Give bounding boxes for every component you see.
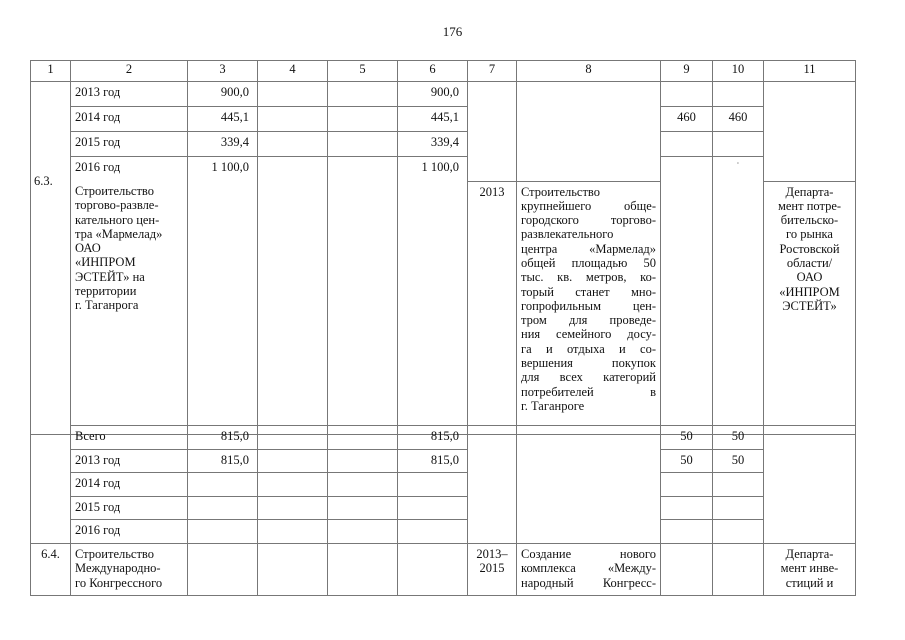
description-line: тром для проведе- xyxy=(521,313,656,328)
description-line: потребителей в xyxy=(521,384,656,399)
item-name-line: г. Таганрога xyxy=(75,298,139,313)
responsible-line: бительско- xyxy=(780,213,839,228)
empty-cell xyxy=(328,449,398,473)
empty-cell xyxy=(328,520,398,544)
table-row xyxy=(31,496,856,520)
header-cell: 6 xyxy=(398,61,468,82)
item-name-line: кательного цен- xyxy=(75,212,160,227)
empty-cell xyxy=(258,107,328,132)
stray-mark: · xyxy=(736,159,740,168)
indicator-9 xyxy=(661,496,713,520)
table-row xyxy=(31,157,856,182)
header-cell: 11 xyxy=(764,61,856,82)
indicator-10 xyxy=(713,473,764,497)
amount-total: 445,1 xyxy=(188,107,258,132)
empty-cell xyxy=(258,426,328,450)
responsible-line: Департа- xyxy=(785,546,834,561)
description-line: Строительство xyxy=(521,184,601,199)
indicator-10 xyxy=(713,520,764,544)
amount-total: 815,0 xyxy=(188,426,258,450)
indicator-10 xyxy=(713,132,764,157)
amount-local: 339,4 xyxy=(398,132,468,157)
item-years xyxy=(468,543,517,595)
description-line: Создание нового xyxy=(521,546,656,561)
empty-cell xyxy=(328,543,398,595)
amount-local: 445,1 xyxy=(398,107,468,132)
amount-total xyxy=(188,496,258,520)
empty-cell xyxy=(328,82,398,107)
responsible-line: ОАО xyxy=(796,270,823,285)
empty-cell xyxy=(258,181,328,434)
amount-total: 900,0 xyxy=(188,82,258,107)
amount-total: 815,0 xyxy=(188,449,258,473)
number-cell-6-2 xyxy=(31,82,71,435)
indicator-9: 460 xyxy=(661,107,713,132)
indicator-9: 50 xyxy=(661,449,713,473)
amount-total xyxy=(188,473,258,497)
empty-cell xyxy=(258,520,328,544)
year-label: 2016 год xyxy=(71,157,188,182)
item-responsible xyxy=(764,181,856,434)
header-row xyxy=(31,61,856,82)
indicator-10: 50 xyxy=(713,426,764,450)
empty-cell xyxy=(661,543,713,595)
item-name-line: ЭСТЕЙТ» на xyxy=(75,269,145,284)
program-table-lower xyxy=(30,425,856,596)
header-cell: 5 xyxy=(328,61,398,82)
description-line: торый станет мно- xyxy=(521,284,656,299)
item-name-line: тра «Мармелад» xyxy=(75,226,163,241)
item-name-line: Международно- xyxy=(75,561,161,576)
empty-cell xyxy=(258,157,328,182)
empty-cell xyxy=(188,543,258,595)
table-row xyxy=(31,107,856,132)
year-label: 2013 год xyxy=(71,449,188,473)
indicator-9 xyxy=(661,473,713,497)
responsible-line: стиций и xyxy=(785,575,834,590)
header-cell: 1 xyxy=(31,61,71,82)
amount-total: 339,4 xyxy=(188,132,258,157)
empty-cell xyxy=(258,496,328,520)
empty-cell xyxy=(517,426,661,544)
years-line: 2015 xyxy=(479,561,505,576)
empty-cell xyxy=(258,449,328,473)
page-number: 176 xyxy=(442,24,463,39)
header-cell: 10 xyxy=(713,61,764,82)
item-name-line: «ИНПРОМ xyxy=(75,255,136,270)
empty-cell xyxy=(328,157,398,182)
description-line: гопрофильным цен- xyxy=(521,298,656,313)
indicator-10: 50 xyxy=(713,449,764,473)
description-line: для всех категорий xyxy=(521,370,656,385)
year-label: 2016 год xyxy=(71,520,188,544)
header-cell: 7 xyxy=(468,61,517,82)
description-line: общей площадью 50 xyxy=(521,255,656,270)
empty-cell xyxy=(764,82,856,182)
description-line: городского торгово- xyxy=(521,213,656,228)
empty-cell xyxy=(468,82,517,182)
item-name-line: Строительство xyxy=(75,184,155,198)
responsible-line: Ростовской xyxy=(779,241,840,256)
empty-cell xyxy=(661,157,713,435)
indicator-9: 50 xyxy=(661,426,713,450)
item-name-line: ОАО xyxy=(75,241,101,256)
empty-cell xyxy=(258,132,328,157)
empty-cell xyxy=(328,426,398,450)
item-name xyxy=(71,181,188,434)
indicator-10 xyxy=(713,82,764,107)
empty-cell xyxy=(258,473,328,497)
table-row xyxy=(31,473,856,497)
empty-cell xyxy=(713,157,764,435)
year-label: 2014 год xyxy=(71,107,188,132)
item-number-6-3: 6.3. xyxy=(34,174,53,188)
description-line: комплекса «Между- xyxy=(521,561,656,576)
description-line: га и отдыха и со- xyxy=(521,341,656,356)
description-line: тыс. кв. метров, ко- xyxy=(521,270,656,285)
table-row xyxy=(31,132,856,157)
responsible-line: Департа- xyxy=(785,184,834,199)
header-cell: 9 xyxy=(661,61,713,82)
empty-cell xyxy=(398,543,468,595)
year-label: 2013 год xyxy=(71,82,188,107)
years-line: 2013– xyxy=(476,546,508,561)
empty-cell xyxy=(328,107,398,132)
total-label: Всего xyxy=(71,426,188,450)
indicator-10: 460 xyxy=(713,107,764,132)
description-line: ния семейного досу- xyxy=(521,327,656,342)
header-cell: 3 xyxy=(188,61,258,82)
empty-cell xyxy=(258,543,328,595)
empty-cell xyxy=(328,473,398,497)
header-cell: 8 xyxy=(517,61,661,82)
description-line: вершения покупок xyxy=(521,356,656,371)
item-description xyxy=(517,181,661,434)
empty-cell xyxy=(328,181,398,434)
amount-local: 1 100,0 xyxy=(398,157,468,182)
description-line: крупнейшего обще- xyxy=(521,198,656,213)
header-cell: 4 xyxy=(258,61,328,82)
amount-local: 900,0 xyxy=(398,82,468,107)
item-responsible xyxy=(764,543,856,595)
empty-cell xyxy=(764,426,856,544)
item-description xyxy=(517,543,661,595)
responsible-line: области/ xyxy=(786,255,833,270)
indicator-9 xyxy=(661,520,713,544)
indicator-9 xyxy=(661,132,713,157)
empty-cell xyxy=(713,543,764,595)
header-cell: 2 xyxy=(71,61,188,82)
empty-cell xyxy=(328,132,398,157)
empty-cell xyxy=(188,181,258,434)
amount-total xyxy=(188,520,258,544)
number-cell-continued xyxy=(31,426,71,544)
item-number: 6.4. xyxy=(31,543,71,595)
item-name-line: территории xyxy=(75,284,137,299)
year-label: 2015 год xyxy=(71,496,188,520)
table-row xyxy=(31,520,856,544)
empty-cell xyxy=(258,82,328,107)
empty-cell xyxy=(398,181,468,434)
table-row xyxy=(31,426,856,450)
item-year: 2013 xyxy=(468,181,517,434)
empty-cell xyxy=(328,496,398,520)
indicator-10 xyxy=(713,496,764,520)
empty-cell xyxy=(517,82,661,182)
year-label: 2014 год xyxy=(71,473,188,497)
empty-cell xyxy=(468,426,517,544)
description-line: г. Таганроге xyxy=(521,398,585,413)
responsible-line: мент инве- xyxy=(780,561,839,576)
amount-local xyxy=(398,520,468,544)
amount-local: 815,0 xyxy=(398,426,468,450)
amount-local: 815,0 xyxy=(398,449,468,473)
table-row xyxy=(31,82,856,107)
responsible-line: ЭСТЕЙТ» xyxy=(782,298,837,313)
description-line: развлекательного xyxy=(521,227,614,242)
responsible-line: «ИНПРОМ xyxy=(779,284,840,299)
description-line: народный Конгресс- xyxy=(521,575,656,590)
year-label: 2015 год xyxy=(71,132,188,157)
responsible-line: го рынка xyxy=(786,227,833,242)
item-name xyxy=(71,543,188,595)
amount-local xyxy=(398,473,468,497)
item-name-line: го Конгрессного xyxy=(75,575,163,590)
item-name-line: торгово-развле- xyxy=(75,198,159,213)
responsible-line: мент потре- xyxy=(777,198,842,213)
amount-local xyxy=(398,496,468,520)
item-name-line: Строительство xyxy=(75,546,155,561)
indicator-9 xyxy=(661,82,713,107)
description-line: центра «Мармелад» xyxy=(521,241,656,256)
table-row xyxy=(31,449,856,473)
program-table xyxy=(30,60,856,435)
item-row-6-4 xyxy=(31,543,856,595)
amount-total: 1 100,0 xyxy=(188,157,258,182)
